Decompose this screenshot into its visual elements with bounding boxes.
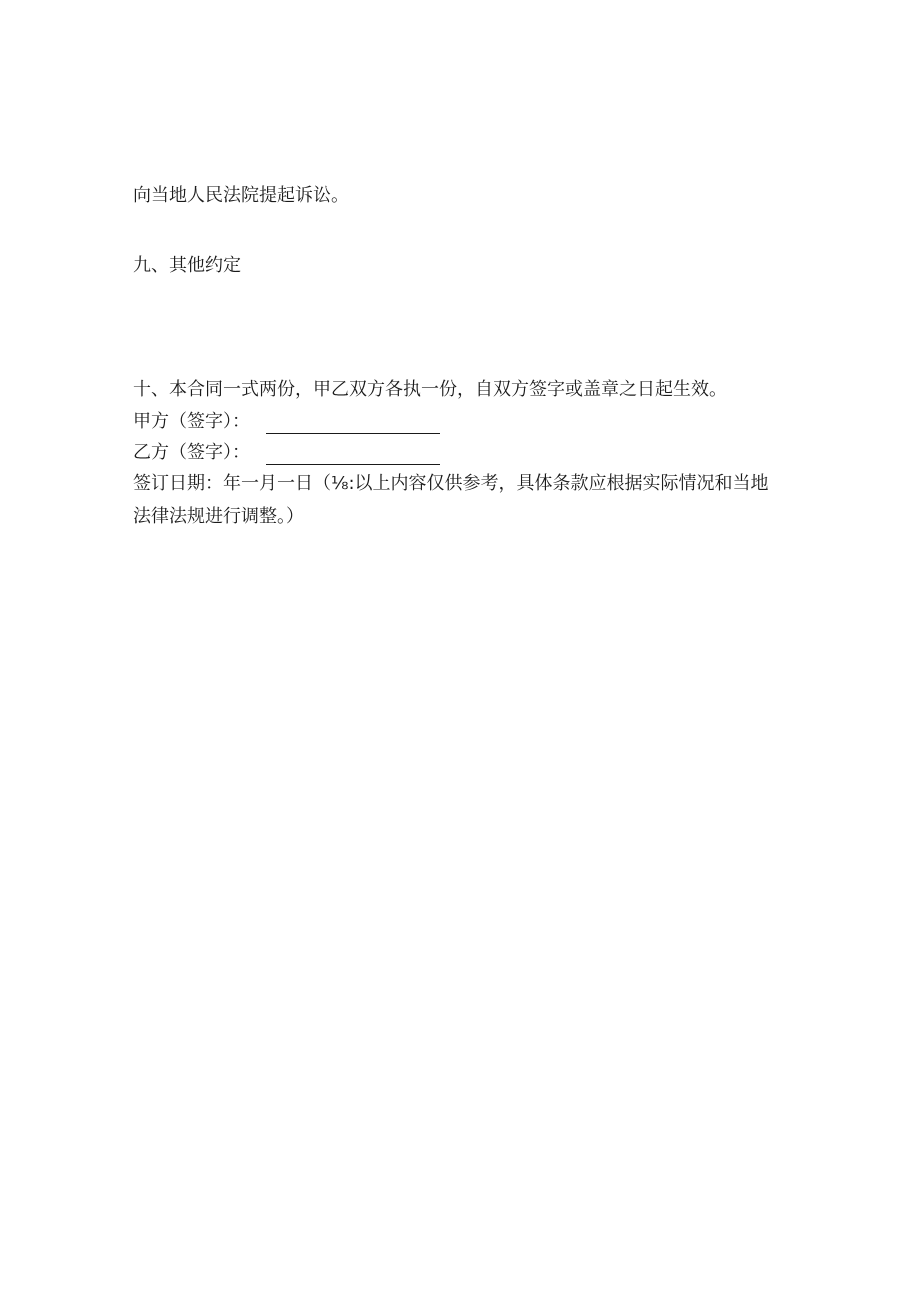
party-b-signature-row — [133, 441, 440, 465]
party-a-signature-line — [266, 413, 440, 434]
party-a-label: 甲方（签字）： — [133, 411, 250, 432]
party-a-signature-row — [133, 410, 440, 434]
section-10-text: 十、本合同一式两份，甲乙双方各执一份，自双方签字或盖章之日起生效。 — [133, 379, 727, 400]
party-b-label: 乙方（签字）： — [133, 442, 250, 463]
section-9-heading: 九、其他约定 — [133, 255, 241, 276]
sign-date-text-line1: 签订日期：年一月一日（⅛:以上内容仅供参考，具体条款应根据实际情况和当地 — [133, 473, 769, 494]
sign-date-text-line2: 法律法规进行调整。） — [133, 506, 304, 527]
litigation-clause-text: 向当地人民法院提起诉讼。 — [133, 185, 349, 206]
party-b-signature-line — [266, 444, 440, 465]
